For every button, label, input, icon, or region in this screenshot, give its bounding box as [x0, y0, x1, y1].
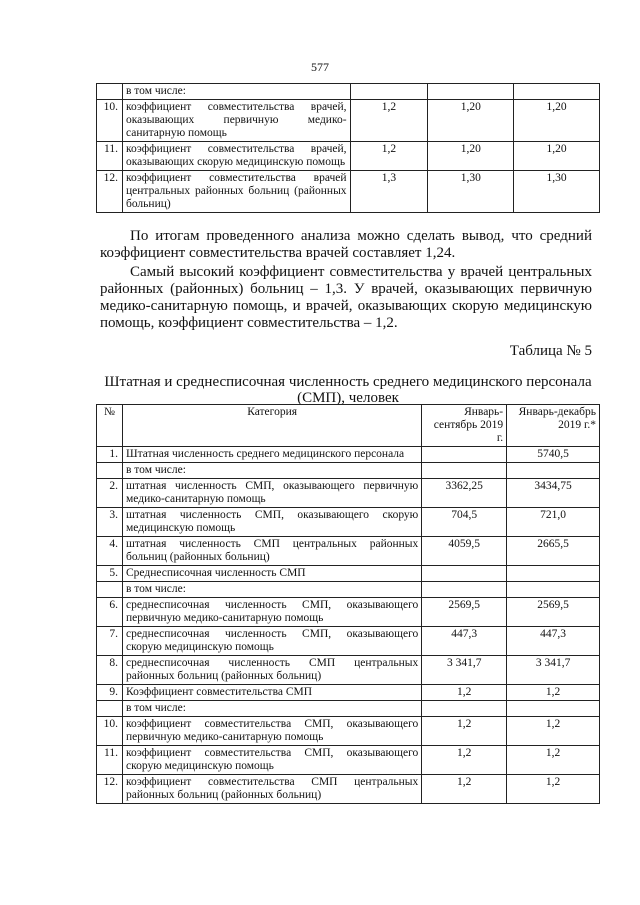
row-number: 8.: [97, 656, 123, 685]
row-category: коэффициент совместительства врачей, оказывающих скорую медицинскую помощь: [122, 142, 350, 171]
table-body: [97, 447, 600, 804]
header-col1: Январь-сентябрь 2019 г.: [422, 405, 507, 447]
row-category: в том числе:: [122, 463, 421, 479]
row-value: 1,2: [507, 685, 600, 701]
table-row: [97, 566, 600, 582]
row-value: 1,20: [428, 142, 514, 171]
row-category: коэффициент совместительства врачей центральных районных больниц (районных больниц): [122, 171, 350, 213]
table-row: [97, 171, 600, 213]
row-number: 3.: [97, 508, 123, 537]
row-value: [507, 463, 600, 479]
row-category: штатная численность СМП, оказывающего первичную медико-санитарную помощь: [122, 479, 421, 508]
row-value: 5740,5: [507, 447, 600, 463]
row-value: 447,3: [422, 627, 507, 656]
table-header-row: [97, 405, 600, 447]
table-nursing-staff: [96, 404, 600, 804]
row-value: 2569,5: [507, 598, 600, 627]
row-category: Штатная численность среднего медицинского персонала: [122, 447, 421, 463]
row-value: 1,3: [350, 171, 428, 213]
row-value: 3434,75: [507, 479, 600, 508]
row-number: 1.: [97, 447, 123, 463]
row-value: 704,5: [422, 508, 507, 537]
header-col2: Январь-декабрь 2019 г.*: [507, 405, 600, 447]
row-category: коэффициент совместительства СМП, оказывающего первичную медико-санитарную помощь: [122, 717, 421, 746]
row-number: 12.: [97, 775, 123, 804]
table-row: [97, 479, 600, 508]
row-category: среднесписочная численность СМП центральных районных больниц (районных больниц): [122, 656, 421, 685]
table-row: [97, 627, 600, 656]
row-category: Среднесписочная численность СМП: [122, 566, 421, 582]
row-number: 10.: [97, 717, 123, 746]
row-category: среднесписочная численность СМП, оказывающего первичную медико-санитарную помощь: [122, 598, 421, 627]
row-value: 3 341,7: [422, 656, 507, 685]
row-number: [97, 582, 123, 598]
paragraph-highest-coefficient: Самый высокий коэффициент совместительства у врачей центральных районных (районных) больниц – 1,3. У врачей, оказывающих первичную медико-санитарную помощь, и врачей, оказывающих скорую медицинскую помощь, коэффициент совместительства – 1,2.: [100, 264, 592, 331]
row-value: 1,2: [507, 775, 600, 804]
table-title: Штатная и среднесписочная численность среднего медицинского персонала (СМП), человек: [104, 374, 592, 406]
row-category: коэффициент совместительства СМП, оказывающего скорую медицинскую помощь: [122, 746, 421, 775]
row-value: 721,0: [507, 508, 600, 537]
row-value: 447,3: [507, 627, 600, 656]
row-value: 1,2: [350, 100, 428, 142]
table-row: [97, 685, 600, 701]
row-value: [514, 84, 600, 100]
row-value: [422, 701, 507, 717]
table-row: [97, 775, 600, 804]
row-value: 1,2: [422, 717, 507, 746]
row-value: 3 341,7: [507, 656, 600, 685]
row-value: [428, 84, 514, 100]
table-row: [97, 598, 600, 627]
row-number: [97, 84, 123, 100]
row-number: 2.: [97, 479, 123, 508]
row-value: 2569,5: [422, 598, 507, 627]
table-row: [97, 582, 600, 598]
table-row: [97, 142, 600, 171]
row-value: 1,2: [507, 717, 600, 746]
row-category: Коэффициент совместительства СМП: [122, 685, 421, 701]
paragraph-conclusion: По итогам проведенного анализа можно сделать вывод, что средний коэффициент совместительства врачей составляет 1,24.: [100, 228, 592, 261]
row-number: 4.: [97, 537, 123, 566]
table-row: [97, 717, 600, 746]
row-number: 11.: [97, 142, 123, 171]
row-number: 12.: [97, 171, 123, 213]
row-number: 7.: [97, 627, 123, 656]
row-category: штатная численность СМП, оказывающего скорую медицинскую помощь: [122, 508, 421, 537]
row-category: в том числе:: [122, 701, 421, 717]
row-category: среднесписочная численность СМП, оказывающего скорую медицинскую помощь: [122, 627, 421, 656]
row-value: 1,2: [422, 775, 507, 804]
table-row: [97, 746, 600, 775]
table-row: [97, 447, 600, 463]
table-row: [97, 656, 600, 685]
page-number: 577: [311, 60, 329, 74]
table-row: [97, 100, 600, 142]
row-value: 1,2: [422, 685, 507, 701]
row-value: 4059,5: [422, 537, 507, 566]
table-row: [97, 463, 600, 479]
row-value: 3362,25: [422, 479, 507, 508]
row-category: в том числе:: [122, 84, 350, 100]
table-label: Таблица № 5: [509, 343, 592, 359]
row-value: [507, 701, 600, 717]
row-category: штатная численность СМП центральных районных больниц (районных больниц): [122, 537, 421, 566]
row-number: 6.: [97, 598, 123, 627]
table-row: [97, 701, 600, 717]
table-row: [97, 508, 600, 537]
row-value: 1,20: [514, 142, 600, 171]
table-row: [97, 84, 600, 100]
row-category: коэффициент совместительства врачей, оказывающих первичную медико-санитарную помощь: [122, 100, 350, 142]
row-number: 5.: [97, 566, 123, 582]
row-number: 9.: [97, 685, 123, 701]
table-row: [97, 537, 600, 566]
row-number: 11.: [97, 746, 123, 775]
row-value: [350, 84, 428, 100]
row-value: 1,2: [507, 746, 600, 775]
row-category: коэффициент совместительства СМП центральных районных больниц (районных больниц): [122, 775, 421, 804]
row-value: [422, 566, 507, 582]
row-value: 1,20: [428, 100, 514, 142]
row-value: [422, 582, 507, 598]
row-value: 1,20: [514, 100, 600, 142]
row-category: в том числе:: [122, 582, 421, 598]
row-number: 10.: [97, 100, 123, 142]
row-value: [507, 566, 600, 582]
table-doctor-coefficients: [96, 83, 600, 213]
row-value: 1,2: [350, 142, 428, 171]
row-value: [422, 463, 507, 479]
row-number: [97, 463, 123, 479]
row-value: 1,2: [422, 746, 507, 775]
row-value: [422, 447, 507, 463]
row-value: 2665,5: [507, 537, 600, 566]
row-value: 1,30: [514, 171, 600, 213]
header-number: №: [97, 405, 123, 447]
row-value: [507, 582, 600, 598]
header-category: Категория: [122, 405, 421, 447]
row-value: 1,30: [428, 171, 514, 213]
row-number: [97, 701, 123, 717]
